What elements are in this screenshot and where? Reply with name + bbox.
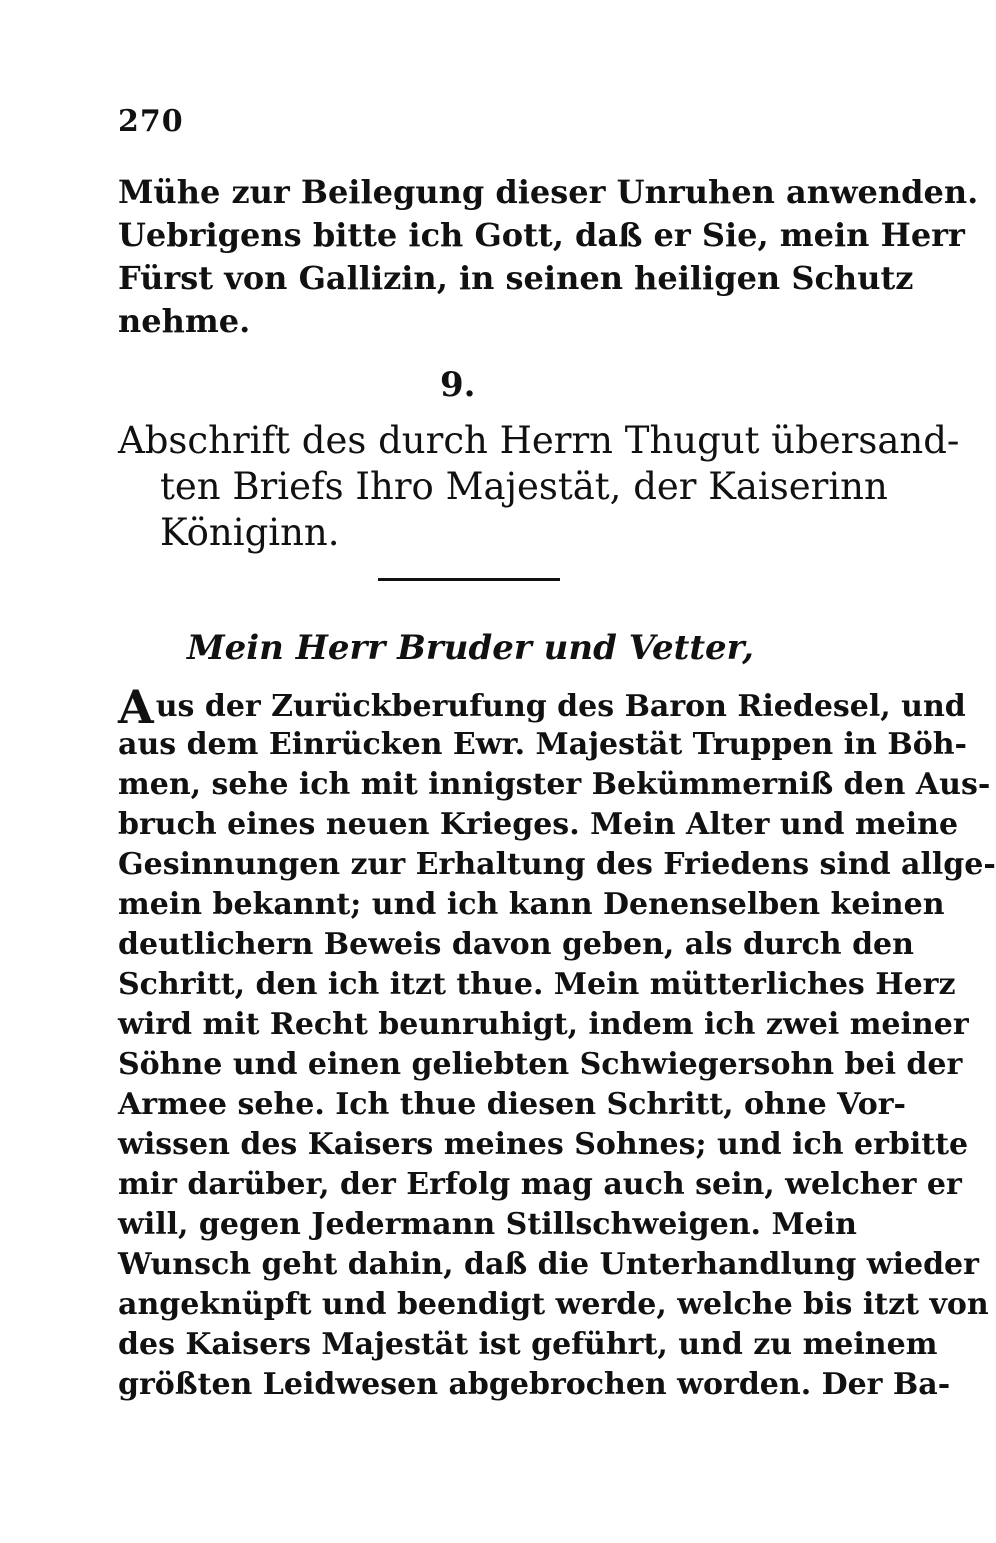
text-line: nehme. (118, 302, 251, 340)
page-number: 270 (118, 104, 184, 139)
heading-line: Königinn. (160, 511, 340, 554)
text-line-rest: us der Zurückberufung des Baron Riedesel, und (155, 689, 966, 724)
text-line: Mühe zur Beilegung dieser Unruhen anwenden. (118, 173, 979, 211)
heading-line: Abschrift des durch Herrn Thugut übersand- (118, 419, 960, 462)
text-line: men, sehe ich mit innigster Bekümmerniß den Aus- (118, 767, 991, 802)
text-line: größten Leidwesen abgebrochen worden. Der Ba- (118, 1367, 951, 1402)
text-line: wissen des Kaisers meines Sohnes; und ich erbitte (118, 1127, 969, 1162)
drop-cap: A (118, 680, 154, 734)
letter-salutation: Mein Herr Bruder und Vetter, (187, 628, 754, 668)
text-line: wird mit Recht beunruhigt, indem ich zwei meiner (118, 1007, 969, 1042)
text-line: Fürst von Gallizin, in seinen heiligen Schutz (118, 259, 914, 297)
divider-rule (378, 578, 560, 581)
heading-line: ten Briefs Ihro Majestät, der Kaiserinn (160, 465, 888, 508)
text-line: aus dem Einrücken Ewr. Majestät Truppen in Böh- (118, 727, 967, 762)
text-line: will, gegen Jedermann Stillschweigen. Mein (118, 1207, 857, 1242)
text-line: mein bekannt; und ich kann Denenselben keinen (118, 887, 945, 922)
text-line: Gesinnungen zur Erhaltung des Friedens sind allge- (118, 847, 996, 882)
text-line: Schritt, den ich itzt thue. Mein mütterliches Herz (118, 967, 956, 1002)
text-line: mir darüber, der Erfolg mag auch sein, welcher er (118, 1167, 962, 1202)
text-line: Wunsch geht dahin, daß die Unterhandlung wieder (118, 1247, 979, 1282)
text-line (118, 680, 966, 734)
text-line: Armee sehe. Ich thue diesen Schritt, ohne Vor- (118, 1087, 906, 1122)
text-line: deutlichern Beweis davon geben, als durch den (118, 927, 914, 962)
text-line: Söhne und einen geliebten Schwiegersohn bei der (118, 1047, 963, 1082)
section-number: 9. (440, 365, 476, 405)
text-line: bruch eines neuen Krieges. Mein Alter und meine (118, 807, 959, 842)
text-line: angeknüpft und beendigt werde, welche bis itzt von (118, 1287, 989, 1322)
text-line: Uebrigens bitte ich Gott, daß er Sie, mein Herr (118, 216, 965, 254)
text-line: des Kaisers Majestät ist geführt, und zu meinem (118, 1327, 938, 1362)
